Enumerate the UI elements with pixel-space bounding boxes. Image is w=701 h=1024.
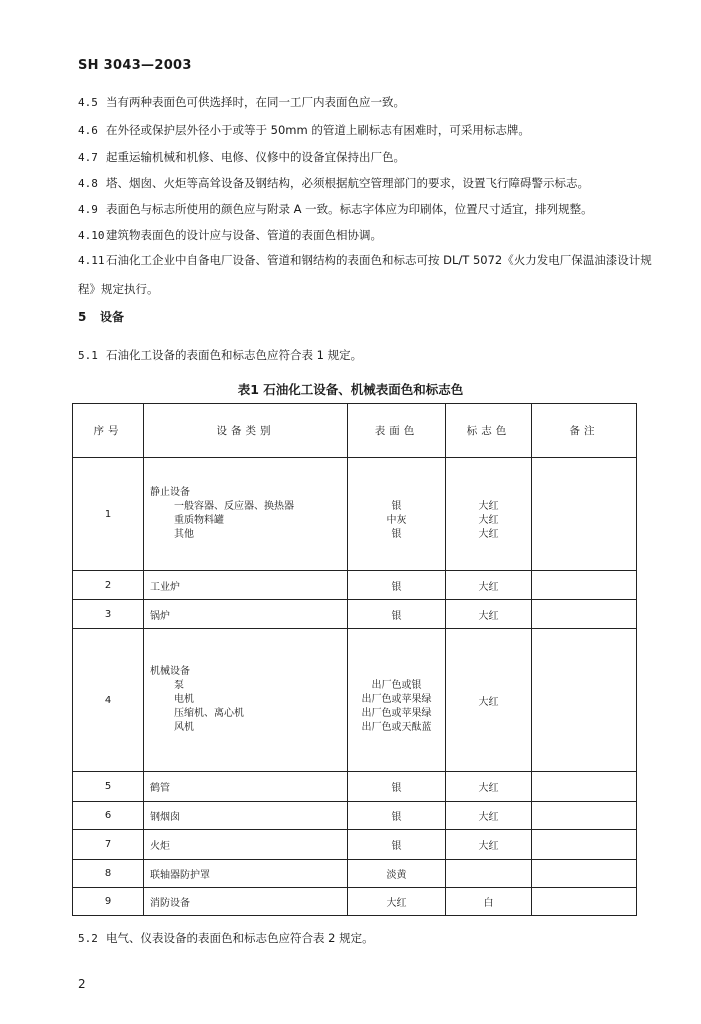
mark-color-cell: 大红 [446,571,532,600]
table-caption: 表1 石油化工设备、机械表面色和标志色 [237,382,464,397]
mark-color-cell [446,860,532,888]
clause-text: 当有两种表面色可供选择时，在同一工厂内表面色应一致。 [106,95,405,109]
row-number: 2 [73,571,144,600]
group-label: 静止设备 [150,487,190,498]
clause-4-7 [78,149,653,166]
table-row [73,629,637,772]
category-cell: 钢烟囱 [144,802,348,830]
sub-item: 电机 [174,694,194,705]
mark-value: 大红 [478,501,499,512]
row-number: 8 [73,860,144,888]
row-number: 9 [73,888,144,916]
clause-5-2 [78,930,374,946]
clause-text: 建筑物表面色的设计应与设备、管道的表面色相协调。 [106,228,382,242]
row-number: 7 [73,830,144,860]
row-number: 1 [73,458,144,571]
header-mark-color: 标志色 [446,404,532,458]
row-number: 3 [73,600,144,629]
clause-4-8 [78,175,653,192]
category-cell [144,458,348,571]
remarks-cell [532,888,637,916]
table-row [73,860,637,888]
table-header-row [73,404,637,458]
clause-4-11 [78,246,653,303]
section-title: 设备 [100,310,125,324]
section-number: 5 [78,310,87,324]
header-remarks: 备注 [532,404,637,458]
row-number: 6 [73,802,144,830]
category-cell: 锅炉 [144,600,348,629]
remarks-cell [532,830,637,860]
surface-color-cell: 银 [348,830,446,860]
clause-text: 塔、烟囱、火炬等高耸设备及钢结构，必须根据航空管理部门的要求，设置飞行障碍警示标志。 [106,176,589,190]
mark-color-cell [446,458,532,571]
mark-value: 大红 [478,515,499,526]
clause-text: 起重运输机械和机修、电修、仪修中的设备宜保持出厂色。 [106,150,405,164]
clause-number: 4.11 [78,254,105,267]
clause-number: 4.7 [78,151,98,164]
page-number: 2 [78,977,86,991]
mark-color-cell: 大红 [446,629,532,772]
table-row [73,571,637,600]
header-surface-color: 表面色 [348,404,446,458]
surface-color-cell [348,458,446,571]
clause-number: 4.9 [78,203,98,216]
surface-value: 出厂色或苹果绿 [361,694,432,705]
remarks-cell [532,571,637,600]
clause-number: 5.2 [78,932,98,945]
mark-color-cell: 大红 [446,802,532,830]
clause-number: 4.8 [78,177,98,190]
clause-text: 在外径或保护层外径小于或等于 50mm 的管道上刷标志有困难时，可采用标志牌。 [106,123,530,137]
surface-color-cell: 大红 [348,888,446,916]
mark-color-cell: 大红 [446,830,532,860]
table-row [73,802,637,830]
category-cell [144,629,348,772]
category-cell: 鹤管 [144,772,348,802]
clause-number: 5.1 [78,349,98,362]
clause-number: 4.5 [78,96,98,109]
equipment-color-table [72,403,637,916]
sub-item: 重质物料罐 [174,515,224,526]
surface-color-cell: 银 [348,571,446,600]
clause-4-9 [78,201,653,218]
section-heading [78,308,124,325]
surface-value: 银 [391,529,402,540]
clause-5-1 [78,347,653,364]
clause-4-5 [78,94,653,111]
table-row [73,772,637,802]
clause-text: 石油化工企业中自备电厂设备、管道和钢结构的表面色和标志可按 DL/T 5072《火力发电厂保温油漆设计规程》规定执行。 [78,253,652,296]
mark-value: 大红 [478,529,499,540]
clause-text: 石油化工设备的表面色和标志色应符合表 1 规定。 [106,348,363,362]
header-category: 设备类别 [144,404,348,458]
clause-text: 电气、仪表设备的表面色和标志色应符合表 2 规定。 [106,931,374,945]
surface-color-cell [348,629,446,772]
clause-4-10 [78,227,653,244]
category-cell: 火炬 [144,830,348,860]
sub-item: 其他 [174,529,194,540]
clause-text: 表面色与标志所使用的颜色应与附录 A 一致。标志字体应为印刷体，位置尺寸适宜，排列规整。 [106,202,593,216]
remarks-cell [532,629,637,772]
remarks-cell [532,600,637,629]
clause-4-6 [78,122,653,139]
remarks-cell [532,772,637,802]
standard-code-header: SH 3043—2003 [78,58,192,73]
mark-color-cell: 大红 [446,600,532,629]
mark-color-cell: 大红 [446,772,532,802]
row-number: 4 [73,629,144,772]
remarks-cell [532,802,637,830]
surface-value: 出厂色或苹果绿 [361,708,432,719]
category-cell: 消防设备 [144,888,348,916]
surface-value: 银 [391,501,402,512]
clause-number: 4.6 [78,124,98,137]
remarks-cell [532,458,637,571]
remarks-cell [532,860,637,888]
surface-color-cell: 淡黄 [348,860,446,888]
sub-item: 泵 [174,680,184,691]
surface-value: 出厂色或银 [371,680,422,691]
surface-color-cell: 银 [348,600,446,629]
table-row [73,600,637,629]
surface-value: 中灰 [386,515,407,526]
sub-item: 风机 [174,722,194,733]
surface-value: 出厂色或天酞蓝 [361,722,432,733]
surface-color-cell: 银 [348,802,446,830]
table-row [73,458,637,571]
group-label: 机械设备 [150,666,190,677]
row-number: 5 [73,772,144,802]
category-cell: 联轴器防护罩 [144,860,348,888]
sub-item: 压缩机、离心机 [174,708,244,719]
mark-color-cell: 白 [446,888,532,916]
sub-item: 一般容器、反应器、换热器 [174,501,294,512]
table-row [73,888,637,916]
surface-color-cell: 银 [348,772,446,802]
category-cell: 工业炉 [144,571,348,600]
clause-number: 4.10 [78,229,105,242]
table-row [73,830,637,860]
header-serial: 序号 [73,404,144,458]
